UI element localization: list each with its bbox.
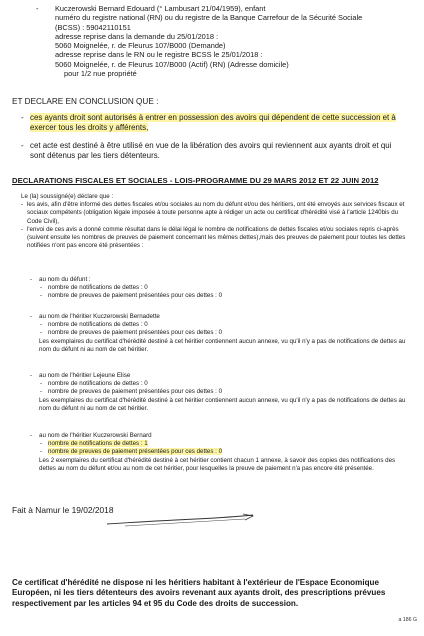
highlighted-text: ces ayants droit sont autorisés à entrer en possession des avoirs qui dépendent de cette succession et à exercer tous les droits y afférents, <box>30 113 396 132</box>
heir-line: adresse reprise dans le RN ou le registre BCSS le 25/01/2018 : <box>55 50 263 60</box>
declaration-item-text: les avis, afin d'être informé des dettes fiscales et/ou sociales au nom du défunt et/ou des héritiers, ont été envoyés aux services fiscaux et sociaux compétents (obligation légale imposée à toute personne apte à rédiger un acte ou certificat d'hérédité visé à l'article 1240bis du Code Civil), <box>27 201 405 225</box>
conclusion-title: ET DECLARE EN CONCLUSION QUE : <box>12 97 159 106</box>
heir-line: pour 1/2 nue propriété <box>64 69 137 79</box>
legal-footer: Ce certificat d'hérédité ne dispose ni les héritiers habitant à l'extérieur de l'Espace Economique Européen, ni les tiers détenteurs des avoirs revenant aux ayants droit, des prescriptions prévues respectivement par les articles 94 et 95 du Code des droits de succession. <box>12 578 386 608</box>
group-name: - au nom de l'héritier Lejeune Elise <box>30 372 131 379</box>
conclusion-item-text: cet acte est destiné à être utilisé en vue de la libération des avoirs qui reviennent aux ayants droit et qui sont détenus par les tiers détenteurs. <box>30 141 392 160</box>
proofs-count: - nombre de preuves de paiement présentées pour ces dettes : 0 <box>40 448 223 456</box>
group-note: Les exemplaires du certificat d'hérédité destiné à cet héritier contiennent aucun annexe, vu qu'il n'y a pas de notifications de dettes au nom du défunt ni au nom de cet héritier. <box>39 396 406 412</box>
section-title: DECLARATIONS FISCALES ET SOCIALES - LOIS-PROGRAMME DU 29 MARS 2012 ET 22 JUIN 2012 <box>12 176 379 185</box>
proofs-count: - nombre de preuves de paiement présentées pour ces dettes : 0 <box>40 292 223 300</box>
signature-mark <box>105 510 255 532</box>
group-name-text: au nom de l'héritier Kuczerowski Bernadette <box>39 313 160 320</box>
heir-name-line: - Kuczerowski Bernard Edouard (° Lambusart 21/04/1959), enfant <box>36 4 266 13</box>
notifications-count: - nombre de notifications de dettes : 0 <box>40 284 148 292</box>
declaration-item: - l'envoi de ces avis a donné comme résultat dans le délai légal le nombre de notifications de dettes fiscales et/ou sociales repris ci-après (suivent ensuite les nombres de preuves de paiement concernant les mêmes dettes),mais des preuves de paiement pour toutes les dettes notifiées n'ont pas encore été présentées : <box>21 225 406 250</box>
heir-line: 5060 Moignelée, r. de Fleurus 107/B000 (Demande) <box>55 41 226 51</box>
heir-line: 5060 Moignelée, r. de Fleurus 107/B000 (Actif) (RN) (Adresse domicile) <box>55 59 289 69</box>
group-name: - au nom du défunt : <box>30 276 91 283</box>
debt-group-heir <box>30 432 410 473</box>
group-note: Les 2 exemplaires du certificat d'hérédité destiné à cet héritier contient chacun 1 annexe, à savoir des copies des notifications des dettes au nom du défunt et/ou au nom de cet héritier, pour lesquelles la preuve de paiement n'a pas encore été présentée. <box>39 456 396 472</box>
proofs-count: - nombre de preuves de paiement présentées pour ces dettes : 0 <box>40 388 223 396</box>
declarations-intro-block <box>21 193 413 250</box>
notifications-count: - nombre de notifications de dettes : 1 <box>40 440 148 448</box>
notifications-count: - nombre de notifications de dettes : 0 <box>40 321 148 329</box>
debt-group-heir <box>30 372 410 413</box>
group-name-text: au nom de l'héritier Lejeune Elise <box>39 372 131 379</box>
declaration-item-text: l'envoi de ces avis a donné comme résultat dans le délai légal le nombre de notifications de dettes fiscales et/ou sociales repris ci-après (suivent ensuite les nombres de preuves de paiement concernant les mêmes dettes),mais des preuves de paiement pour toutes les dettes notifiées n'ont pas encore été présentées : <box>27 225 406 250</box>
highlighted-text: nombre de preuves de paiement présentées pour ces dettes : 0 <box>48 448 223 456</box>
highlighted-text: nombre de notifications de dettes : 1 <box>48 440 148 448</box>
notifications-text: nombre de notifications de dettes : 0 <box>48 321 148 329</box>
page-reference: a 186 G <box>398 617 417 623</box>
group-note: Les exemplaires du certificat d'hérédité destiné à cet héritier contiennent aucun annexe, vu qu'il n'y a pas de notifications de dettes au nom du défunt ni au nom de cet héritier. <box>39 337 406 353</box>
group-name-text: au nom de l'héritier Kuczerowski Bernard <box>39 432 152 439</box>
debt-group-deceased <box>30 276 410 301</box>
heir-line: numéro du registre national (RN) ou du registre de la Banque Carrefour de la Sécurité Sociale <box>55 13 363 23</box>
place-and-date: Fait à Namur le 19/02/2018 <box>12 505 114 515</box>
notifications-count: - nombre de notifications de dettes : 0 <box>40 380 148 388</box>
conclusion-item: - ces ayants droit sont autorisés à entrer en possession des avoirs qui dépendent de cette succession et à exercer tous les droits y afférents, <box>21 113 396 132</box>
heir-details-block <box>36 4 396 78</box>
notifications-text: nombre de notifications de dettes : 0 <box>48 284 148 292</box>
notifications-text: nombre de notifications de dettes : 0 <box>48 380 148 388</box>
debt-group-heir <box>30 313 410 354</box>
heir-line: (BCSS) : 59042110151 <box>55 22 131 32</box>
heir-line-text: Kuczerowski Bernard Edouard (° Lambusart 21/04/1959), enfant <box>55 4 266 13</box>
heir-line: adresse reprise dans la demande du 25/01/2018 : <box>55 31 219 41</box>
declarations-intro: Le (la) soussigné(e) déclare que : <box>21 193 114 200</box>
proofs-text: nombre de preuves de paiement présentées pour ces dettes : 0 <box>48 388 223 396</box>
proofs-text: nombre de preuves de paiement présentées pour ces dettes : 0 <box>48 292 223 300</box>
group-name: - au nom de l'héritier Kuczerowski Bernard <box>30 432 152 439</box>
declaration-item: - les avis, afin d'être informé des dettes fiscales et/ou sociales au nom du défunt et/ou des héritiers, ont été envoyés aux services fiscaux et sociaux compétents (obligation légale imposée à toute personne apte à rédiger un acte ou certificat d'hérédité visé à l'article 1240bis du Code Civil), <box>21 201 405 225</box>
conclusion-item: - cet acte est destiné à être utilisé en vue de la libération des avoirs qui reviennent aux ayants droit et qui sont détenus par les tiers détenteurs. <box>21 141 392 160</box>
conclusion-list <box>21 113 407 169</box>
proofs-text: nombre de preuves de paiement présentées pour ces dettes : 0 <box>48 329 223 337</box>
group-name-text: au nom du défunt : <box>39 276 91 283</box>
proofs-count: - nombre de preuves de paiement présentées pour ces dettes : 0 <box>40 329 223 337</box>
group-name: - au nom de l'héritier Kuczerowski Bernadette <box>30 313 160 320</box>
